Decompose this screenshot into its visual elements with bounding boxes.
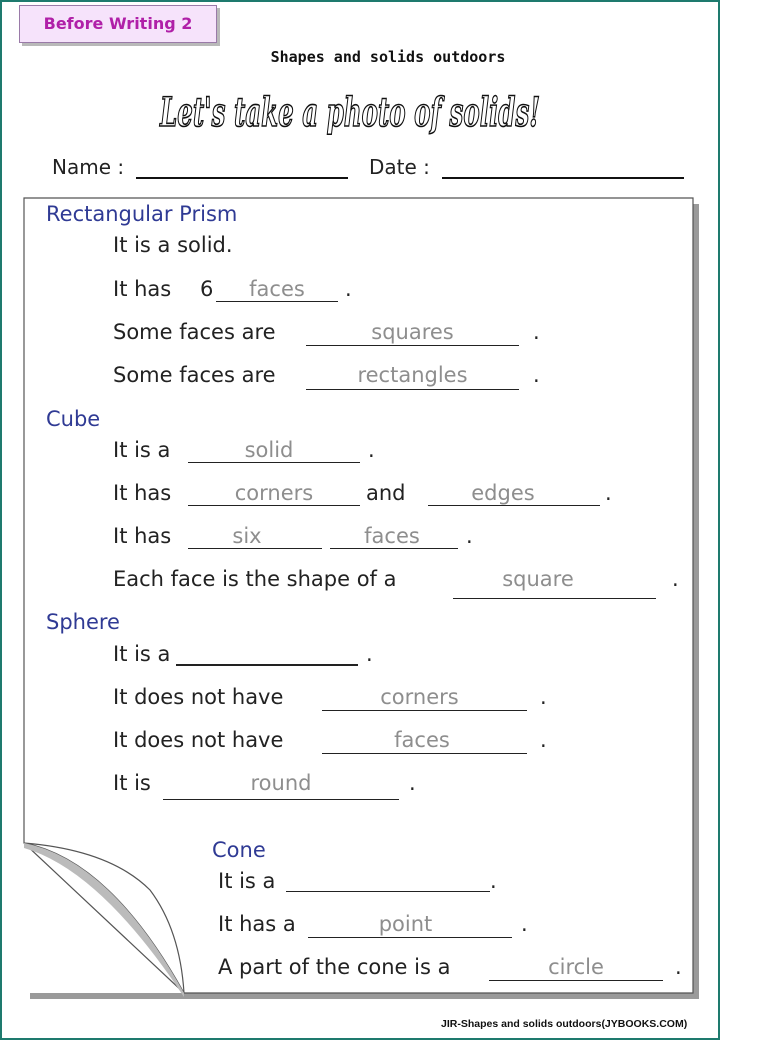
period: . bbox=[366, 642, 373, 666]
cube-line-3-blank-1[interactable] bbox=[188, 548, 322, 549]
name-label: Name : bbox=[52, 155, 125, 179]
cube-line-3-label: It has bbox=[113, 524, 172, 548]
period: . bbox=[345, 277, 352, 301]
footer-credit: JIR-Shapes and solids outdoors(JYBOOKS.COM) bbox=[441, 1018, 688, 1030]
rect-line-4-blank[interactable] bbox=[306, 389, 519, 390]
period: . bbox=[466, 524, 473, 548]
sphere-line-3-blank[interactable] bbox=[322, 753, 527, 754]
cube-line-1-blank[interactable] bbox=[188, 462, 360, 463]
sphere-line-2-label: It does not have bbox=[113, 685, 284, 709]
sphere-line-2-answer: corners bbox=[380, 685, 459, 709]
period: . bbox=[605, 481, 612, 505]
sphere-line-1-blank[interactable] bbox=[176, 664, 358, 666]
period: . bbox=[533, 320, 540, 344]
sphere-line-1-label: It is a bbox=[113, 642, 171, 666]
cube-line-2-and: and bbox=[366, 481, 406, 505]
cube-line-4-answer: square bbox=[502, 567, 574, 591]
period: . bbox=[540, 728, 547, 752]
sphere-line-3-label: It does not have bbox=[113, 728, 284, 752]
cube-line-4-blank[interactable] bbox=[453, 598, 656, 599]
cone-line-1-blank[interactable] bbox=[286, 891, 490, 892]
page-title bbox=[150, 78, 550, 148]
cube-line-4-label: Each face is the shape of a bbox=[113, 567, 397, 591]
sphere-line-4-blank[interactable] bbox=[163, 799, 399, 800]
sphere-line-4-answer: round bbox=[250, 771, 312, 795]
cone-line-1-label: It is a bbox=[218, 869, 276, 893]
cube-line-1-label: It is a bbox=[113, 438, 171, 462]
page-title-text: Let's take a photo of solids! bbox=[159, 89, 540, 136]
cube-line-2-label: It has bbox=[113, 481, 172, 505]
worksheet-paper bbox=[24, 198, 693, 993]
rect-line-1: It is a solid. bbox=[113, 233, 233, 257]
cone-line-2-label: It has a bbox=[218, 912, 296, 936]
rect-line-2-label: It has bbox=[113, 277, 172, 301]
cube-line-2-answer-1: corners bbox=[234, 481, 314, 505]
subtitle: Shapes and solids outdoors bbox=[270, 48, 506, 66]
rect-line-3-label: Some faces are bbox=[113, 320, 276, 344]
rect-line-3-answer: squares bbox=[371, 320, 454, 344]
period: . bbox=[490, 869, 497, 893]
period: . bbox=[368, 438, 375, 462]
period: . bbox=[521, 912, 528, 936]
cube-line-2-answer-2: edges bbox=[471, 481, 535, 505]
sphere-line-3-answer: faces bbox=[394, 728, 450, 752]
cube-line-3-answer-2: faces bbox=[364, 524, 420, 548]
rect-line-4-answer: rectangles bbox=[357, 363, 468, 387]
rect-line-4-label: Some faces are bbox=[113, 363, 276, 387]
date-label: Date : bbox=[369, 155, 430, 179]
date-field[interactable] bbox=[442, 177, 684, 179]
cone-line-2-answer: point bbox=[378, 912, 433, 936]
sphere-line-4-label: It is bbox=[113, 771, 151, 795]
cone-line-3-blank[interactable] bbox=[489, 980, 663, 981]
heading-sphere: Sphere bbox=[46, 610, 120, 634]
heading-cone: Cone bbox=[212, 838, 266, 862]
period: . bbox=[540, 685, 547, 709]
heading-rectangular-prism: Rectangular Prism bbox=[46, 202, 238, 226]
rect-line-3-blank[interactable] bbox=[306, 345, 519, 346]
heading-cube: Cube bbox=[46, 407, 101, 431]
cube-line-2-blank-1[interactable] bbox=[188, 505, 360, 506]
cube-line-1-answer: solid bbox=[244, 438, 294, 462]
cone-line-2-blank[interactable] bbox=[308, 937, 512, 938]
cone-line-3-answer: circle bbox=[548, 955, 604, 979]
before-writing-badge: Before Writing 2 bbox=[19, 5, 217, 43]
name-field[interactable] bbox=[136, 177, 348, 179]
period: . bbox=[672, 567, 679, 591]
sphere-line-2-blank[interactable] bbox=[322, 710, 527, 711]
cone-line-3-label: A part of the cone is a bbox=[218, 955, 451, 979]
cube-line-3-blank-2[interactable] bbox=[330, 548, 458, 549]
rect-line-2-number: 6 bbox=[200, 277, 214, 301]
rect-line-2-blank[interactable] bbox=[216, 301, 338, 302]
cube-line-2-blank-2[interactable] bbox=[428, 505, 600, 506]
period: . bbox=[675, 955, 682, 979]
period: . bbox=[409, 771, 416, 795]
cube-line-3-answer-1: six bbox=[232, 524, 262, 548]
rect-line-2-answer: faces bbox=[249, 277, 305, 301]
period: . bbox=[533, 363, 540, 387]
